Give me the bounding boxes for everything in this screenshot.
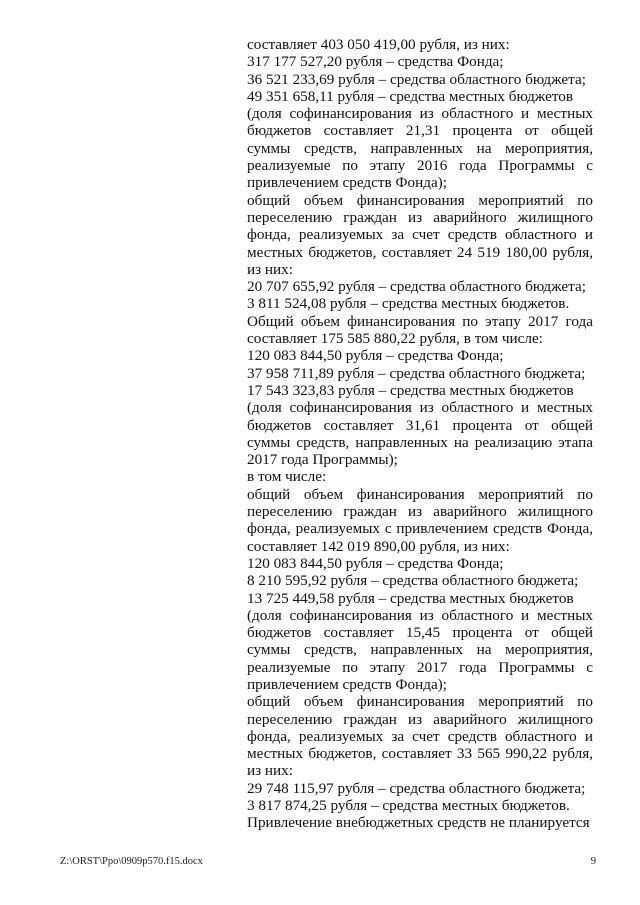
text-line: 17 543 323,83 рубля – средства местных бюджетов <box>247 381 574 399</box>
text-line: 13 725 449,58 рубля – средства местных бюджетов <box>247 589 574 607</box>
text-line: 120 083 844,50 рубля – средства Фонда; <box>247 554 504 572</box>
text-line: 37 958 711,89 рубля – средства областного бюджета; <box>247 364 586 382</box>
text-line: 36 521 233,69 рубля – средства областного бюджета; <box>247 70 586 88</box>
text-paragraph: общий объем финансирования мероприятий по переселению граждан из аварийного жилищного фонда, реализуемых за счет средств областного и местных бюджетов, составляет 24 519 180,00 рубля, из них: <box>247 191 593 278</box>
text-line: 8 210 595,92 рубля – средства областного бюджета; <box>247 572 579 590</box>
text-line: в том числе: <box>247 468 327 486</box>
text-line: 20 707 655,92 рубля – средства областного бюджета; <box>247 278 586 296</box>
text-paragraph: (доля софинансирования из областного и местных бюджетов составляет 31,61 процента от общей суммы средств, направленных на реализацию этапа 2017 года Программы); <box>247 399 593 469</box>
file-path: Z:\ORST\Ppo\0909p570.f15.docx <box>60 856 203 867</box>
text-paragraph: (доля софинансирования из областного и местных бюджетов составляет 15,45 процента от общей суммы средств, направленных на мероприятия, реализуемые по этапу 2017 года Программы с привлечением средств Фонда); <box>247 606 593 693</box>
text-paragraph: общий объем финансирования мероприятий по переселению граждан из аварийного жилищного фонда, реализуемых за счет средств областного и местных бюджетов, составляет 33 565 990,22 рубля, из них: <box>247 693 593 780</box>
text-line: 3 811 524,08 рубля – средства местных бюджетов. <box>247 295 570 313</box>
text-paragraph: общий объем финансирования мероприятий по переселению граждан из аварийного жилищного фонда, реализуемых с привлечением средств Фонда, составляет 142 019 890,00 рубля, из них: <box>247 485 593 555</box>
document-body <box>247 36 593 832</box>
text-paragraph: (доля софинансирования из областного и местных бюджетов составляет 21,31 процента от общей суммы средств, направленных на мероприятия, реализуемые по этапу 2016 года Программы с привлечением средств Фонда); <box>247 105 593 192</box>
page-footer <box>60 856 596 867</box>
text-line: 317 177 527,20 рубля – средства Фонда; <box>247 53 504 71</box>
text-line: 49 351 658,11 рубля – средства местных бюджетов <box>247 87 574 105</box>
text-line: составляет 403 050 419,00 рубля, из них: <box>247 36 510 53</box>
text-paragraph: Общий объем финансирования по этапу 2017 года составляет 175 585 880,22 рубля, в том числе: <box>247 312 593 348</box>
text-line: 29 748 115,97 рубля – средства областного бюджета; <box>247 779 586 797</box>
text-line: Привлечение внебюджетных средств не планируется <box>247 814 590 832</box>
text-line: 3 817 874,25 рубля – средства местных бюджетов. <box>247 797 570 815</box>
page-number: 9 <box>590 856 596 867</box>
text-line: 120 083 844,50 рубля – средства Фонда; <box>247 347 504 365</box>
